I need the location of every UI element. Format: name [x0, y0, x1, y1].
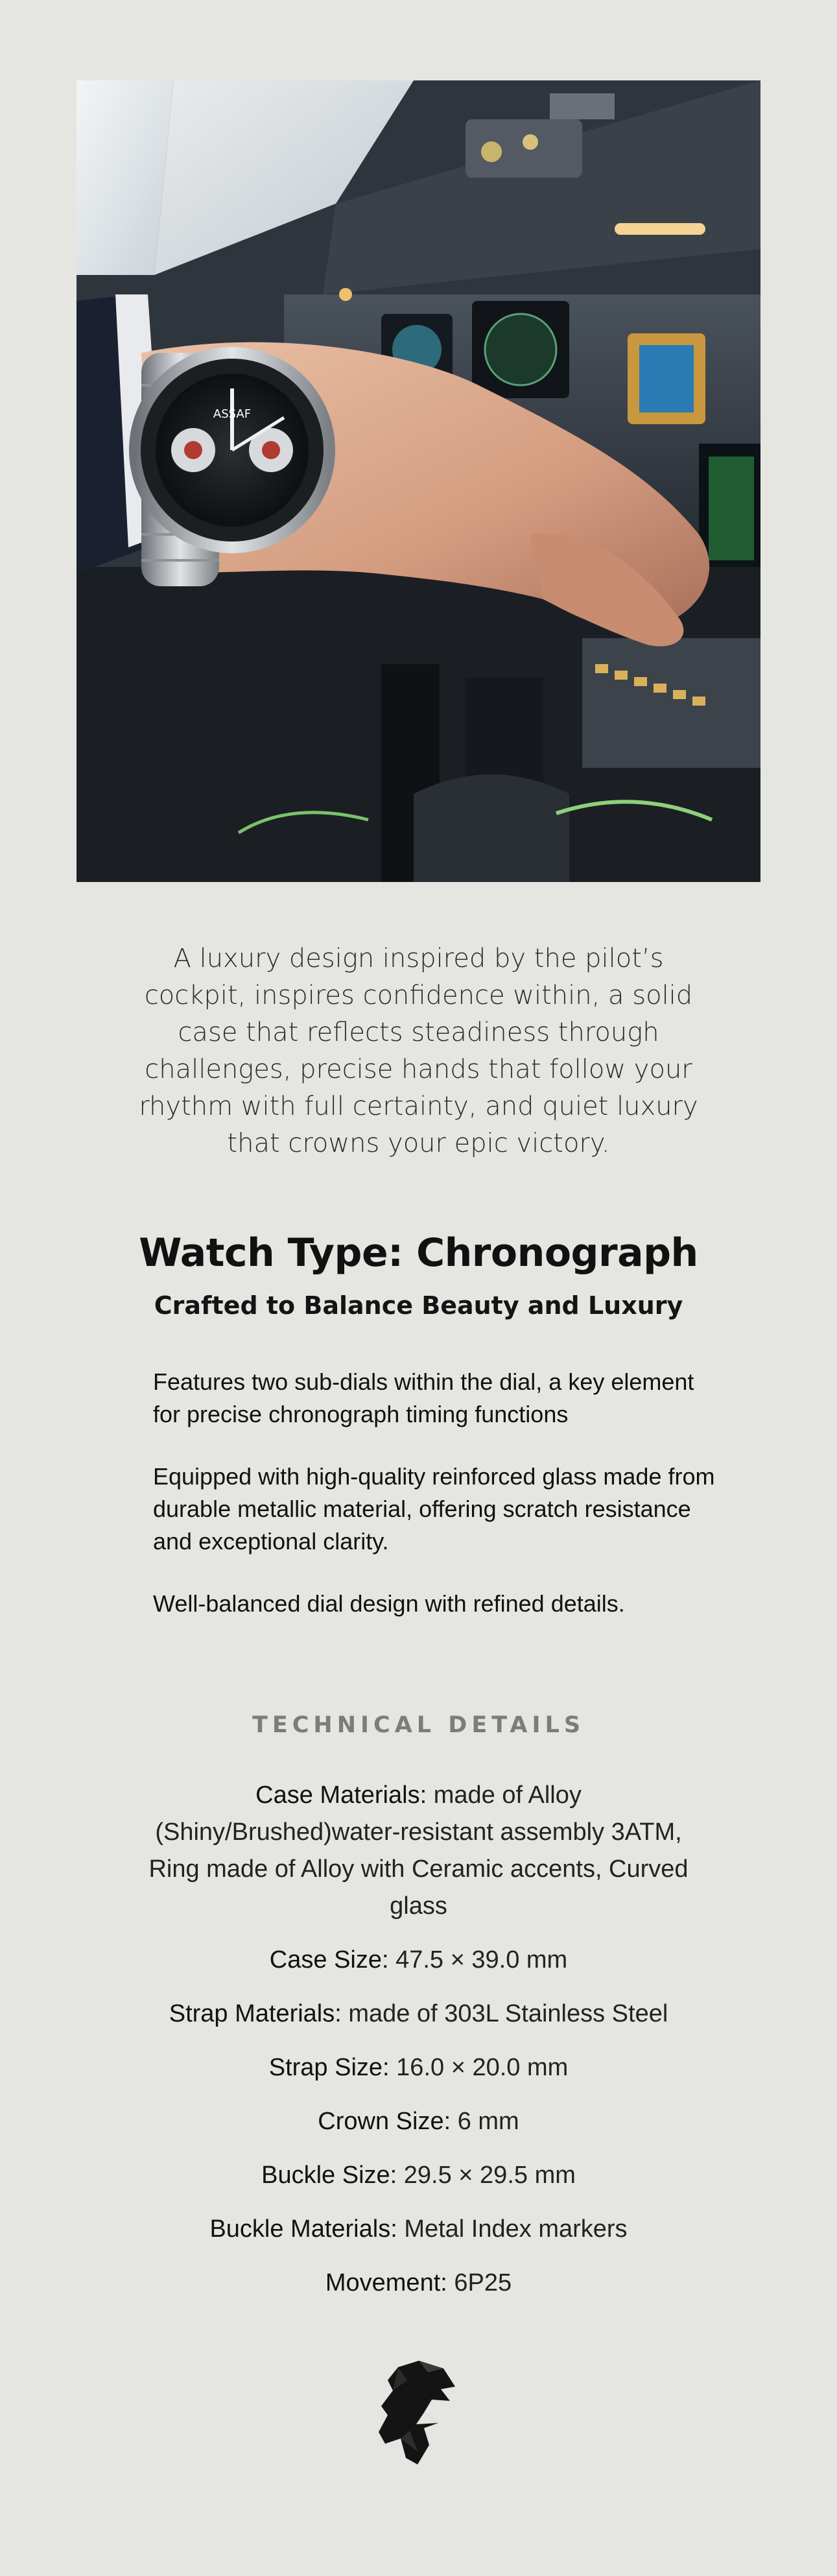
spec-label: Case Size: — [269, 1946, 389, 1974]
spec-item-crown-size — [143, 2103, 694, 2140]
spec-item-movement — [143, 2265, 694, 2302]
spec-value: Metal Index markers — [404, 2215, 628, 2243]
watch-brand-mark: ASSAF — [213, 407, 252, 421]
spec-label: Buckle Size: — [261, 2162, 397, 2189]
spec-value: made of 303L Stainless Steel — [348, 2000, 668, 2027]
spec-item-buckle-size — [143, 2157, 694, 2194]
spec-label: Case Materials: — [255, 1782, 427, 1809]
technical-details-heading: TECHNICAL DETAILS — [252, 1712, 585, 1738]
spec-item-case-materials — [143, 1777, 694, 1925]
spec-label: Strap Materials: — [169, 2000, 342, 2027]
spec-item-strap-size — [143, 2049, 694, 2086]
horse-head-logo-icon — [379, 2361, 456, 2464]
spec-item-buckle-materials — [143, 2211, 694, 2248]
spec-value: 47.5 × 39.0 mm — [395, 1946, 568, 1974]
feature-item: Equipped with high-quality reinforced glass made from durable metallic material, offering scratch resistance and exceptional clarity. — [153, 1463, 715, 1555]
spec-value: 29.5 × 29.5 mm — [403, 2162, 576, 2189]
watch-type-title: Watch Type: Chronograph — [139, 1230, 698, 1276]
spec-value: 6 mm — [457, 2108, 519, 2135]
spec-item-strap-materials — [143, 1996, 694, 2033]
spec-label: Buckle Materials: — [209, 2215, 397, 2243]
hero-cockpit-photo — [77, 80, 760, 882]
spec-value: 16.0 × 20.0 mm — [396, 2054, 569, 2081]
spec-value: made of Alloy (Shiny/Brushed)water-resistant assembly 3ATM, Ring made of Alloy with Ceramic accents, Curved glass — [148, 1782, 689, 1920]
watch-type-subtitle: Crafted to Balance Beauty and Luxury — [154, 1291, 683, 1320]
spec-item-case-size — [143, 1942, 694, 1979]
spec-label: Strap Size: — [268, 2054, 390, 2081]
spec-label: Crown Size: — [318, 2108, 451, 2135]
feature-item: Well-balanced dial design with refined details. — [153, 1590, 625, 1617]
intro-paragraph: A luxury design inspired by the pilot’s cockpit, inspires confidence within, a solid case that reflects steadiness through challenges, precise hands that follow your rhythm with full certainty, and quiet luxury that crowns your epic victory. — [139, 944, 698, 1158]
technical-details-list — [143, 1777, 694, 2319]
spec-value: 6P25 — [454, 2269, 512, 2296]
feature-list — [153, 1366, 717, 1650]
spec-label: Movement: — [325, 2269, 447, 2296]
feature-item: Features two sub-dials within the dial, a key element for precise chronograph timing functions — [153, 1368, 694, 1427]
cockpit-illustration — [77, 80, 760, 882]
